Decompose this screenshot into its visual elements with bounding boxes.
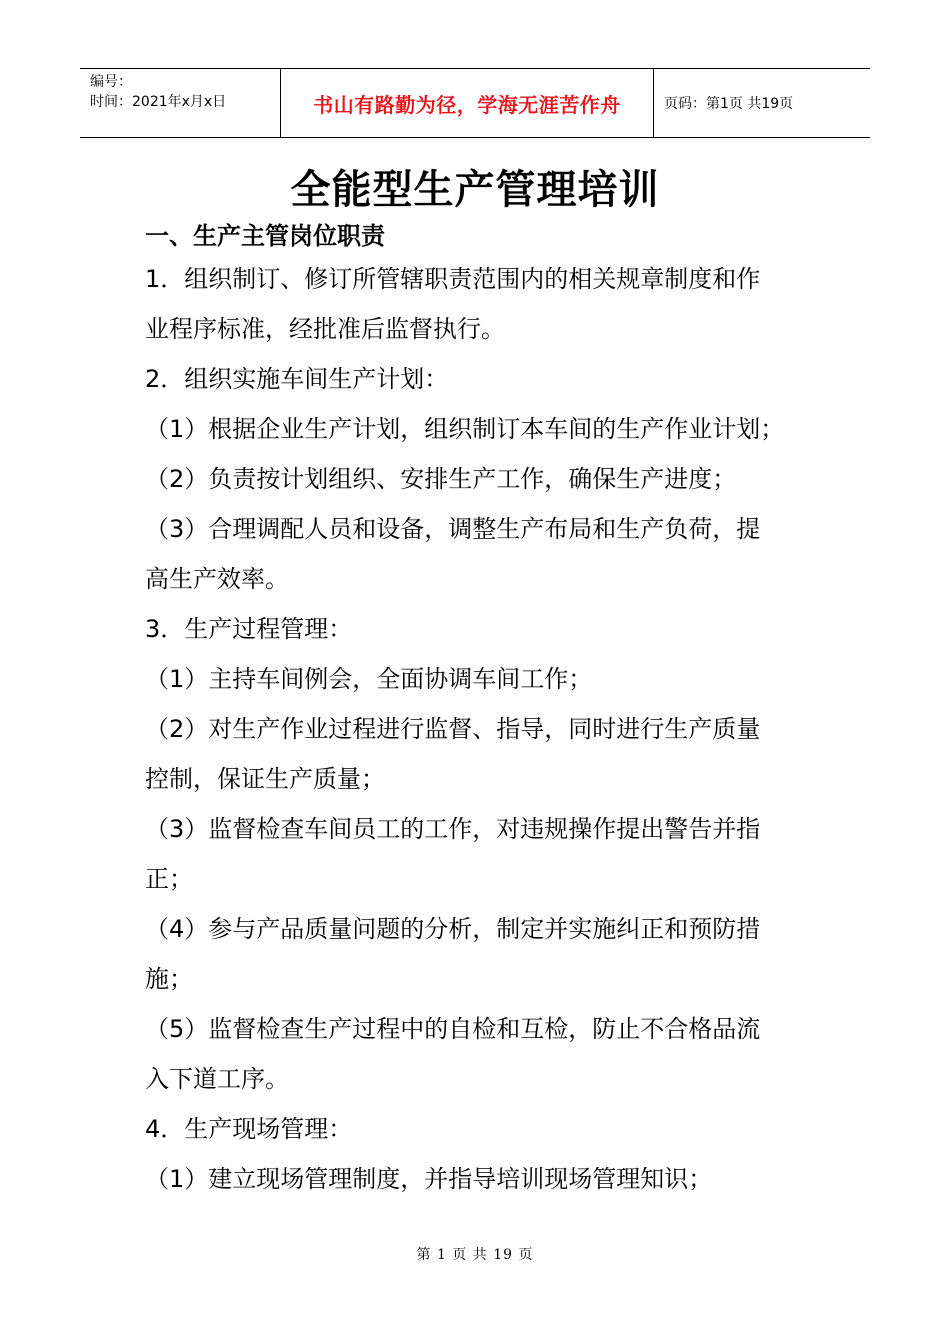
document-body (145, 218, 810, 1204)
body-line: （1）主持车间例会，全面协调车间工作； (145, 665, 593, 693)
body-line: （5）监督检查生产过程中的自检和互检，防止不合格品流 (145, 1015, 761, 1043)
section-heading: 一、生产主管岗位职责 (145, 222, 385, 250)
body-line: （4）参与产品质量问题的分析，制定并实施纠正和预防措 (145, 915, 761, 943)
page-footer: 第 1 页 共 19 页 (416, 1247, 534, 1263)
header-motto: 书山有路勤为径，学海无涯苦作舟 (281, 69, 654, 137)
body-line: 施； (145, 965, 193, 993)
body-line: 业程序标准，经批准后监督执行。 (145, 315, 505, 343)
body-line: （2）负责按计划组织、安排生产工作，确保生产进度； (145, 465, 737, 493)
body-line: 控制，保证生产质量； (145, 765, 385, 793)
body-line: 1．组织制订、修订所管辖职责范围内的相关规章制度和作 (145, 265, 761, 293)
body-line: 2．组织实施车间生产计划： (145, 365, 449, 393)
header-page-info: 页码：第1页 共19页 (664, 96, 794, 112)
header-meta (80, 69, 281, 137)
number-label: 编号： (90, 74, 132, 90)
body-line: （1）根据企业生产计划，组织制订本车间的生产作业计划； (145, 415, 785, 443)
body-line: 4．生产现场管理： (145, 1115, 353, 1143)
time-label: 时间：2021年x月x日 (90, 94, 227, 110)
body-line: 入下道工序。 (145, 1065, 289, 1093)
body-line: 高生产效率。 (145, 565, 289, 593)
document-title: 全能型生产管理培训 (290, 167, 660, 213)
body-line: 3．生产过程管理： (145, 615, 353, 643)
body-line: （3）监督检查车间员工的工作，对违规操作提出警告并指 (145, 815, 761, 843)
body-line: 正； (145, 865, 193, 893)
page-header (80, 68, 870, 138)
body-line: （2）对生产作业过程进行监督、指导，同时进行生产质量 (145, 715, 761, 743)
body-line: （1）建立现场管理制度，并指导培训现场管理知识； (145, 1165, 713, 1193)
body-line: （3）合理调配人员和设备，调整生产布局和生产负荷，提 (145, 515, 761, 543)
